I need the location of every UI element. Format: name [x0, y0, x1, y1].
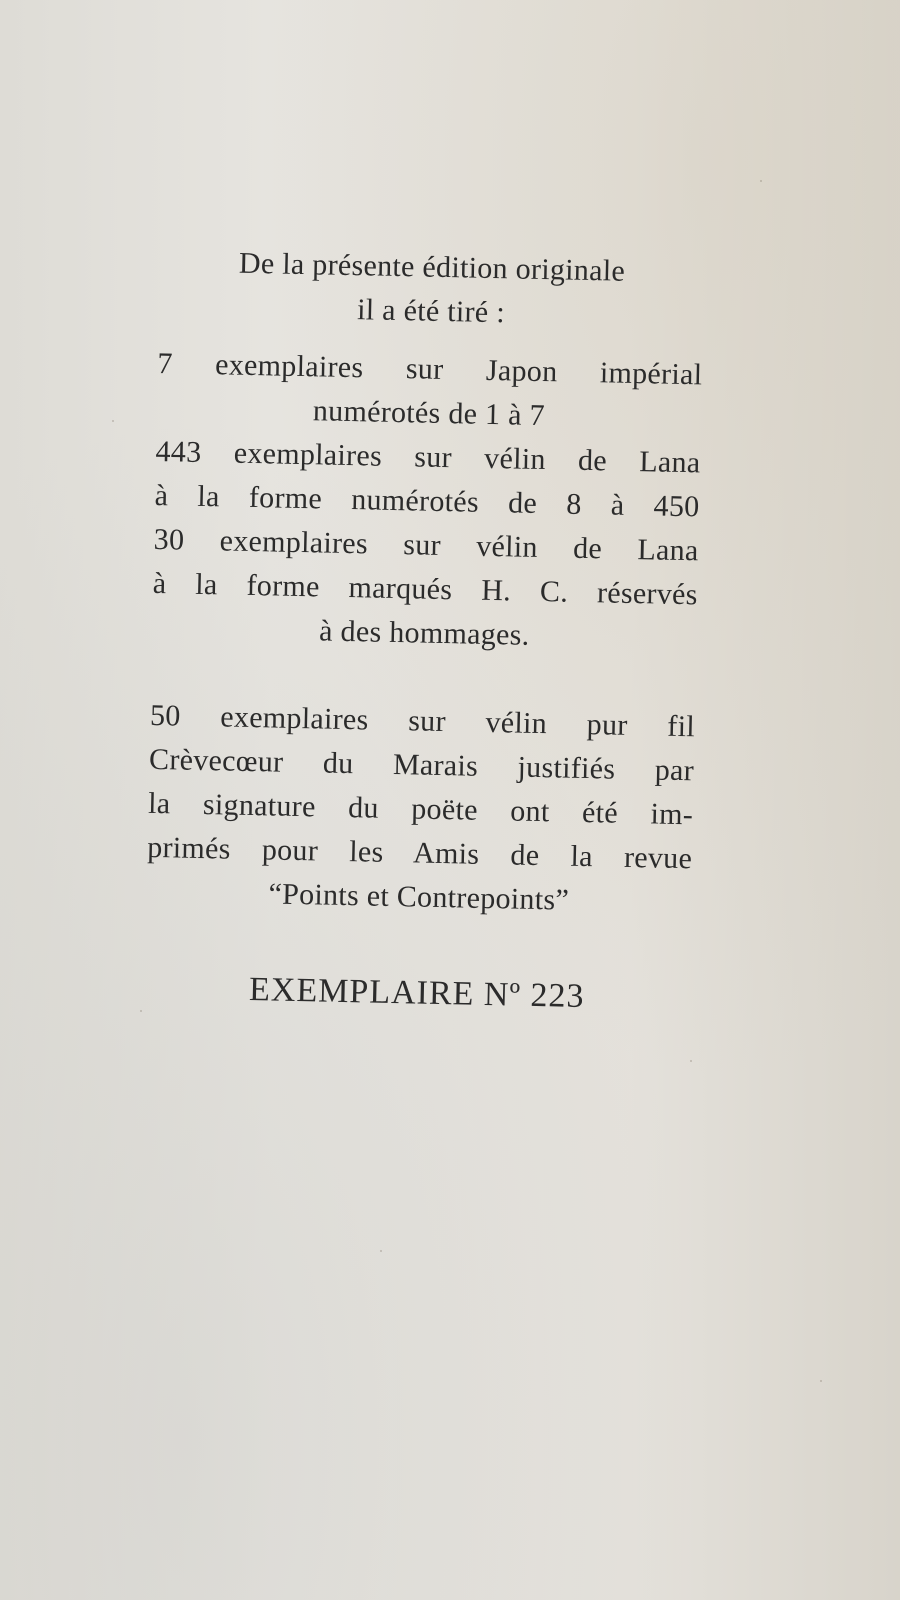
- paper-speck: [112, 420, 114, 422]
- amis-line-1: 50 exemplaires sur vélin pur fil: [149, 698, 696, 744]
- velin-lana-line-1: 443 exemplaires sur vélin de Lana: [155, 434, 701, 480]
- amis-line-3: la signature du poëte ont été im-: [147, 786, 694, 832]
- heading-line-1: De la présente édition originale: [238, 246, 626, 288]
- paper-speck: [760, 180, 762, 182]
- amis-line-4: primés pour les Amis de la revue: [146, 830, 693, 876]
- hors-commerce-line-1: 30 exemplaires sur vélin de Lana: [153, 522, 699, 568]
- velin-lana-line-2: à la forme numérotés de 8 à 450: [154, 478, 700, 524]
- amis-line-2: Crèvecœur du Marais justifiés par: [148, 742, 695, 788]
- paper-speck: [690, 1060, 692, 1062]
- amis-line-5: “Points et Contrepoints”: [268, 877, 570, 917]
- heading-line-2: il a été tiré :: [356, 293, 506, 330]
- japon-line-1: 7 exemplaires sur Japon impérial: [157, 346, 703, 392]
- hors-commerce-line-3: à des hommages.: [318, 614, 530, 652]
- paper-speck: [380, 1250, 382, 1252]
- paper-speck: [820, 1380, 822, 1382]
- paper-speck: [140, 1010, 142, 1012]
- justification-du-tirage: [144, 240, 705, 1021]
- hors-commerce-line-2: à la forme marqués H. C. réservés: [152, 566, 699, 612]
- exemplaire-number: EXEMPLAIRE Nº 223: [248, 971, 585, 1016]
- japon-line-2: numérotés de 1 à 7: [312, 394, 546, 433]
